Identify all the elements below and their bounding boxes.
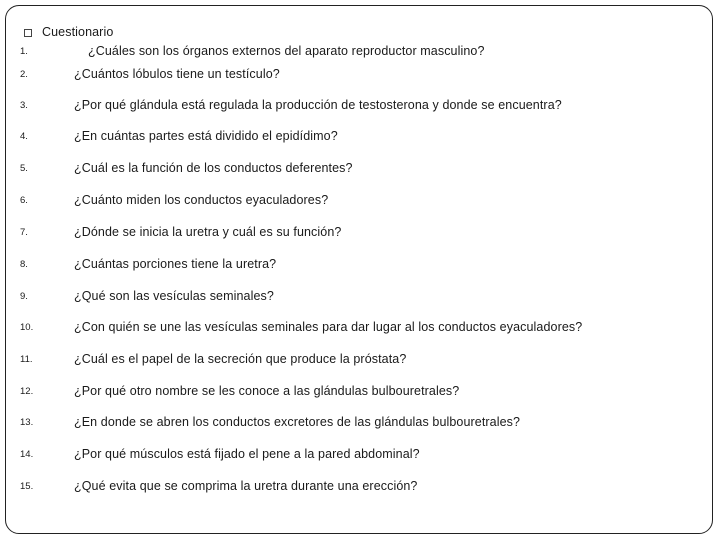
cuestionario-heading xyxy=(24,24,113,40)
question-item-10 xyxy=(20,319,582,335)
question-item-11 xyxy=(20,351,406,367)
question-text: ¿Por qué músculos está fijado el pene a la pared abdominal? xyxy=(74,447,420,461)
question-number: 10. xyxy=(20,321,34,333)
question-item-15 xyxy=(20,478,417,494)
question-item-3 xyxy=(20,97,562,113)
question-item-9 xyxy=(20,288,274,304)
question-text: ¿Cuánto miden los conductos eyaculadores? xyxy=(74,193,329,207)
question-number: 2. xyxy=(20,68,28,80)
question-text: ¿Por qué otro nombre se les conoce a las glándulas bulbouretrales? xyxy=(74,384,460,398)
question-item-14 xyxy=(20,446,420,462)
question-number: 7. xyxy=(20,226,28,238)
question-number: 11. xyxy=(20,353,33,365)
question-number: 4. xyxy=(20,130,28,142)
question-text: ¿En cuántas partes está dividido el epidídimo? xyxy=(74,129,338,143)
question-item-6 xyxy=(20,192,328,208)
question-text: ¿Cuántas porciones tiene la uretra? xyxy=(74,257,277,271)
question-number: 8. xyxy=(20,258,28,270)
question-item-8 xyxy=(20,256,276,272)
question-text: ¿Cuántos lóbulos tiene un testículo? xyxy=(74,67,280,81)
question-item-12 xyxy=(20,383,459,399)
heading-text: Cuestionario xyxy=(42,25,114,39)
question-item-5 xyxy=(20,160,353,176)
question-number: 14. xyxy=(20,448,34,460)
question-item-7 xyxy=(20,224,341,240)
question-number: 5. xyxy=(20,162,28,174)
question-text: ¿Por qué glándula está regulada la producción de testosterona y donde se encuentra? xyxy=(74,98,562,112)
question-item-1 xyxy=(20,43,485,59)
bullet-square-icon xyxy=(24,29,32,37)
question-text: ¿Qué evita que se comprima la uretra durante una erección? xyxy=(74,479,418,493)
question-text: ¿Cuál es el papel de la secreción que produce la próstata? xyxy=(74,352,407,366)
question-number: 12. xyxy=(20,385,34,397)
question-item-4 xyxy=(20,128,338,144)
question-number: 15. xyxy=(20,480,34,492)
question-number: 13. xyxy=(20,416,34,428)
question-text: ¿En donde se abren los conductos excretores de las glándulas bulbouretrales? xyxy=(74,415,521,429)
question-text: ¿Cuáles son los órganos externos del aparato reproductor masculino? xyxy=(88,44,485,58)
question-item-13 xyxy=(20,414,520,430)
question-text: ¿Qué son las vesículas seminales? xyxy=(74,289,274,303)
question-number: 6. xyxy=(20,194,28,206)
question-number: 1. xyxy=(20,45,28,57)
question-text: ¿Con quién se une las vesículas seminales para dar lugar al los conductos eyaculadores? xyxy=(74,320,583,334)
question-text: ¿Cuál es la función de los conductos deferentes? xyxy=(74,161,353,175)
question-text: ¿Dónde se inicia la uretra y cuál es su función? xyxy=(74,225,342,239)
question-number: 3. xyxy=(20,99,28,111)
question-number: 9. xyxy=(20,290,28,302)
question-item-2 xyxy=(20,66,280,82)
